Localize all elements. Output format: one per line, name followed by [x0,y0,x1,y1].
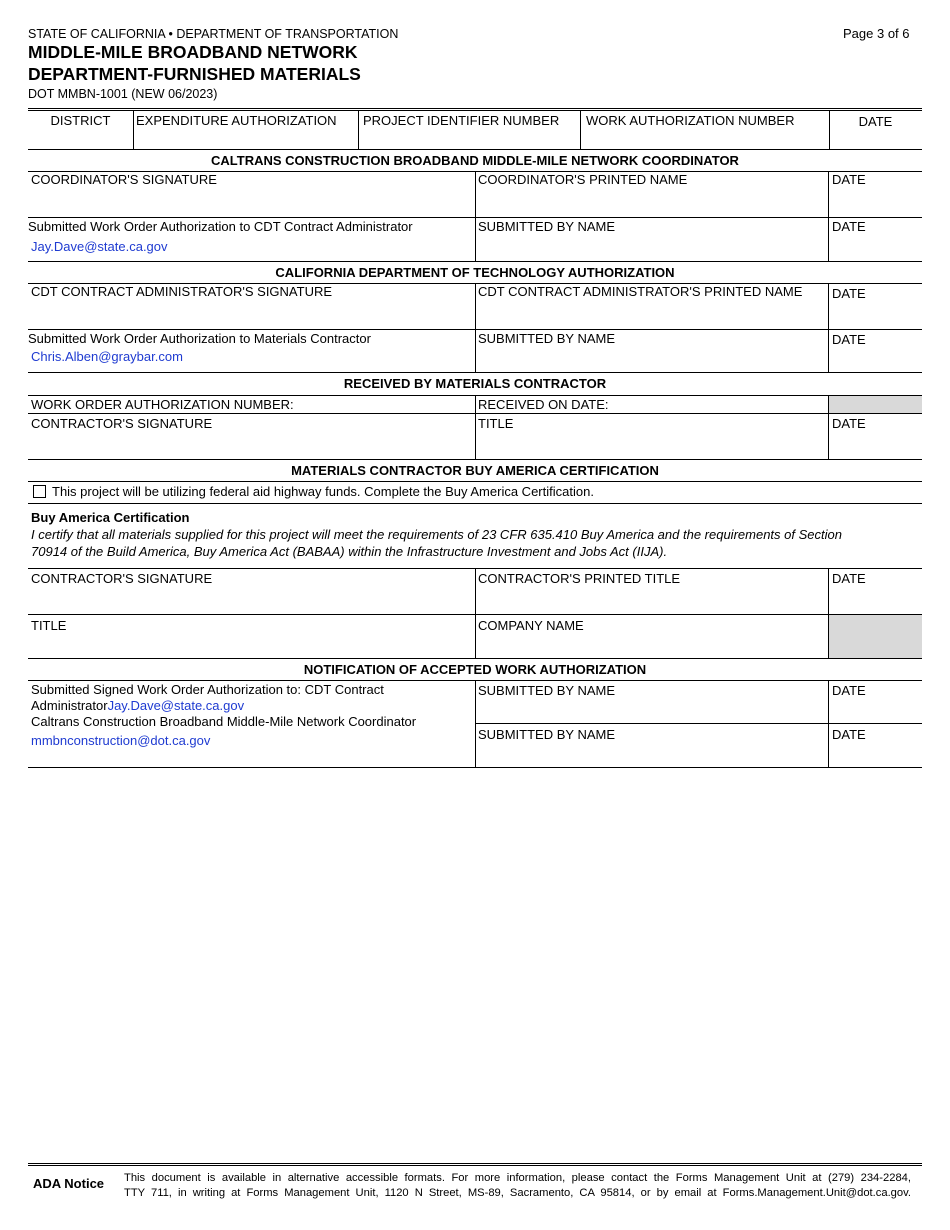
coordinator-submitted-by-field[interactable]: SUBMITTED BY NAME [478,219,616,234]
contractor-signature-field[interactable]: CONTRACTOR'S SIGNATURE [31,416,213,431]
ada-notice-label: ADA Notice [33,1176,105,1191]
divider [28,149,922,150]
received-on-date-field[interactable]: RECEIVED ON DATE: [478,397,609,412]
notification-text-line3: Caltrans Construction Broadband Middle-Mile Network Coordinator [31,714,417,729]
divider [475,283,476,372]
project-identifier-field[interactable]: PROJECT IDENTIFIER NUMBER [363,113,560,128]
contractor-email-link[interactable]: Chris.Alben@graybar.com [31,349,183,364]
coordinator-signature-field[interactable]: COORDINATOR'S SIGNATURE [31,172,217,187]
ba-title-field[interactable]: TITLE [31,618,67,633]
ba-contractor-signature-field[interactable]: CONTRACTOR'S SIGNATURE [31,571,213,586]
divider [828,283,829,372]
coordinator-printed-name-field[interactable]: COORDINATOR'S PRINTED NAME [478,172,688,187]
submitted-to-cdt-text: Submitted Work Order Authorization to CDT Contract Administrator [28,219,413,234]
coordinator-date-field[interactable]: DATE [832,172,866,187]
form-id: DOT MMBN-1001 (NEW 06/2023) [28,87,218,101]
divider [28,413,922,414]
section-heading-cdt: CALIFORNIA DEPARTMENT OF TECHNOLOGY AUTHORIZATION [275,265,675,280]
divider [28,372,922,373]
page-number: Page 3 of 6 [843,26,910,41]
shaded-cell [829,615,922,658]
divider [28,329,922,330]
notification-submitted-by-field-1[interactable]: SUBMITTED BY NAME [478,683,616,698]
ba-date-field[interactable]: DATE [832,571,866,586]
divider [28,481,922,482]
cdt-printed-name-field[interactable]: CDT CONTRACT ADMINISTRATOR'S PRINTED NAME [478,284,803,299]
date-field[interactable]: DATE [858,114,893,129]
ba-contractor-printed-title-field[interactable]: CONTRACTOR'S PRINTED TITLE [478,571,681,586]
divider [28,1163,922,1164]
work-authorization-number-field[interactable]: WORK AUTHORIZATION NUMBER [586,113,795,128]
ada-notice-text [124,1171,911,1201]
divider [358,110,359,149]
notification-text-line2 [31,698,244,713]
notification-submitted-by-field-2[interactable]: SUBMITTED BY NAME [478,727,616,742]
cdt-signature-field[interactable]: CDT CONTRACT ADMINISTRATOR'S SIGNATURE [31,284,333,299]
shaded-cell [829,396,922,413]
notification-date-field-1[interactable]: DATE [832,683,866,698]
ba-company-name-field[interactable]: COMPANY NAME [478,618,584,633]
notification-date-field-2[interactable]: DATE [832,727,866,742]
federal-aid-checkbox-label: This project will be utilizing federal aid highway funds. Complete the Buy America Certification. [52,484,594,499]
divider [28,108,922,109]
divider [475,568,476,658]
divider [28,217,922,218]
form-title-line2: DEPARTMENT-FURNISHED MATERIALS [28,64,361,84]
divider [828,395,829,459]
divider [475,723,922,724]
divider [133,110,134,149]
submitted-to-contractor-text: Submitted Work Order Authorization to Materials Contractor [28,331,371,346]
agency-line: STATE OF CALIFORNIA • DEPARTMENT OF TRANSPORTATION [28,27,399,41]
section-heading-notification: NOTIFICATION OF ACCEPTED WORK AUTHORIZATION [303,662,647,677]
divider [28,459,922,460]
district-field[interactable]: DISTRICT [50,113,111,128]
work-order-number-field[interactable]: WORK ORDER AUTHORIZATION NUMBER: [31,397,294,412]
divider [28,658,922,659]
ada-notice-line2: TTY 711, in writing at Forms Management Unit, 1120 N Street, MS-89, Sacramento, CA 95814, or by email at Forms.Management.Unit@dot.ca.gov. [124,1187,911,1199]
coordinator-submitted-date-field[interactable]: DATE [832,219,866,234]
cdt-date-field[interactable]: DATE [832,286,866,301]
form-title-line1: MIDDLE-MILE BROADBAND NETWORK [28,42,358,62]
notification-cdt-email-link[interactable]: Jay.Dave@state.ca.gov [107,698,245,713]
expenditure-authorization-field[interactable]: EXPENDITURE AUTHORIZATION [136,113,337,128]
cdt-submitted-by-field[interactable]: SUBMITTED BY NAME [478,331,616,346]
divider [28,503,922,504]
divider [28,261,922,262]
section-heading-received: RECEIVED BY MATERIALS CONTRACTOR [343,376,607,391]
certification-text-line1: I certify that all materials supplied for this project will meet the requirements of 23 CFR 635.410 Buy America and the requirements of Section [31,527,842,542]
buy-america-title: Buy America Certification [31,510,190,525]
ada-notice-line1: This document is available in alternative accessible formats. For more information, please contact the Forms Management Unit at (279) 234-2284, [124,1172,911,1184]
contractor-title-field[interactable]: TITLE [478,416,514,431]
divider [828,171,829,261]
cdt-email-link[interactable]: Jay.Dave@state.ca.gov [31,239,168,254]
federal-aid-checkbox[interactable] [33,485,46,498]
divider [28,1165,922,1166]
divider [28,614,922,615]
divider [28,767,922,768]
section-heading-buy-america: MATERIALS CONTRACTOR BUY AMERICA CERTIFICATION [291,463,659,478]
contractor-date-field[interactable]: DATE [832,416,866,431]
divider [28,110,922,111]
cdt-submitted-date-field[interactable]: DATE [832,332,866,347]
divider [580,110,581,149]
notification-coordinator-email-link[interactable]: mmbnconstruction@dot.ca.gov [31,733,211,748]
divider [475,395,476,459]
certification-text-line2: 70914 of the Build America, Buy America Act (BABAA) within the Infrastructure Investment and Jobs Act (IIJA). [31,544,668,559]
divider [475,171,476,261]
section-heading-coordinator: CALTRANS CONSTRUCTION BROADBAND MIDDLE-MILE NETWORK COORDINATOR [211,153,739,168]
notification-administrator-label: Administrator [31,698,108,713]
notification-text-line1: Submitted Signed Work Order Authorization to: CDT Contract [31,682,384,697]
